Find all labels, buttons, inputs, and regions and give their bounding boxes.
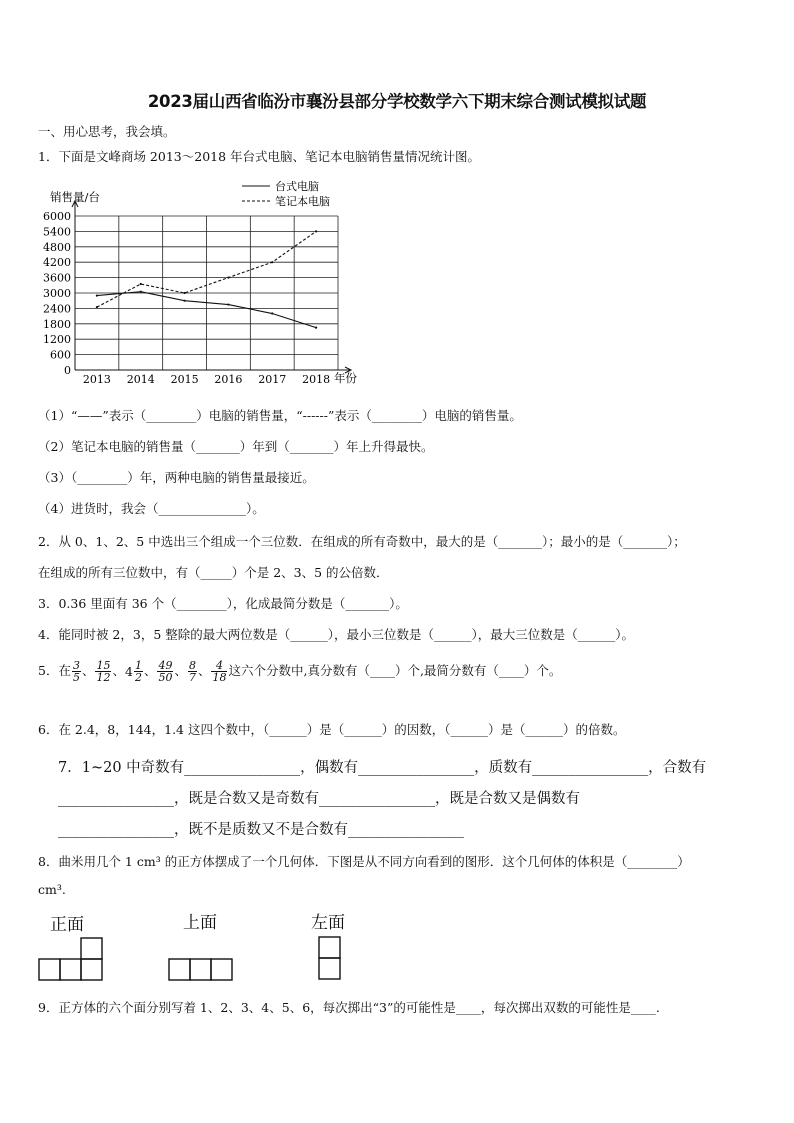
question-1-sub-1: （1）“——”表示（________）电脑的销售量，“------”表示（________）电脑的销售量。 bbox=[38, 408, 522, 423]
fraction-numerator: 4 bbox=[215, 659, 223, 672]
y-tick-label: 600 bbox=[50, 348, 71, 362]
fraction-numerator: 1 bbox=[134, 659, 142, 672]
question-7-line-2: ________________，既是合数又是奇数有________________，既是合数又是偶数有 bbox=[58, 791, 580, 807]
fraction bbox=[211, 660, 227, 683]
fraction bbox=[134, 660, 143, 683]
question-6: 6．在 2.4，8，144，1.4 这四个数中，（______）是（______）的因数，（______）是（______）的倍数。 bbox=[38, 722, 626, 737]
sales-line-chart bbox=[30, 178, 370, 388]
fraction bbox=[72, 660, 81, 683]
data-point bbox=[227, 303, 229, 305]
question-5-fractions bbox=[71, 659, 229, 684]
data-point bbox=[140, 283, 142, 285]
page-title: 2023届山西省临汾市襄汾县部分学校数学六下期末综合测试模拟试题 bbox=[147, 92, 647, 111]
chart-y-ticks bbox=[43, 210, 71, 377]
question-5 bbox=[38, 660, 561, 683]
left-view-figure bbox=[317, 935, 345, 983]
fraction bbox=[95, 660, 111, 683]
fraction-denominator: 18 bbox=[212, 671, 227, 684]
x-tick-label: 2016 bbox=[214, 373, 243, 386]
fraction-separator: 、 bbox=[197, 663, 211, 678]
data-point bbox=[96, 306, 98, 308]
view-label-front: 正面 bbox=[50, 915, 84, 935]
question-8-line-1: 8．曲米用几个 1 cm³ 的正方体摆成了一个几何体．下图是从不同方向看到的图形．这个几何体的体积是（________） bbox=[38, 854, 690, 869]
view-label-top: 上面 bbox=[183, 913, 217, 933]
y-tick-label: 2400 bbox=[43, 302, 71, 316]
top-view-figure bbox=[167, 957, 237, 983]
fraction bbox=[188, 660, 197, 683]
fraction-numerator: 8 bbox=[188, 659, 196, 672]
legend-label: 台式电脑 bbox=[275, 180, 319, 193]
data-point bbox=[271, 312, 273, 314]
fraction-denominator: 5 bbox=[72, 671, 80, 684]
x-tick-label: 2013 bbox=[82, 373, 111, 386]
question-8-line-2: cm³. bbox=[38, 882, 66, 897]
data-point bbox=[183, 300, 185, 302]
data-point bbox=[271, 261, 273, 263]
x-tick-label: 2018 bbox=[302, 373, 331, 386]
y-tick-label: 3000 bbox=[43, 287, 71, 300]
data-point bbox=[227, 277, 229, 279]
view-label-left: 左面 bbox=[311, 913, 345, 933]
chart-x-ticks bbox=[83, 373, 330, 386]
question-5-suffix: 这六个分数中,真分数有（____）个,最简分数有（____）个。 bbox=[228, 663, 562, 678]
question-7-line-3: ________________，既不是质数又不是合数有________________ bbox=[58, 822, 464, 838]
question-2-line-2: 在组成的所有三位数中，有（_____）个是 2、3、5 的公倍数． bbox=[38, 565, 389, 580]
fraction-denominator: 12 bbox=[96, 671, 111, 684]
section-heading: 一、用心思考，我会填。 bbox=[38, 124, 176, 139]
question-5-prefix: 5．在 bbox=[38, 663, 71, 678]
fraction-denominator: 2 bbox=[134, 671, 142, 684]
fraction-separator: 、 bbox=[143, 663, 157, 678]
y-tick-label: 6000 bbox=[43, 210, 71, 223]
fraction-separator: 、 bbox=[81, 663, 95, 678]
data-point bbox=[183, 292, 185, 294]
y-tick-label: 1800 bbox=[43, 317, 71, 331]
y-tick-label: 4200 bbox=[43, 256, 71, 270]
question-1-sub-3: （3）（________）年，两种电脑的销售量最接近。 bbox=[38, 470, 315, 485]
question-4: 4．能同时被 2，3，5 整除的最大两位数是（______），最小三位数是（______），最大三位数是（______）。 bbox=[38, 627, 635, 642]
question-3: 3．0.36 里面有 36 个（________），化成最简分数是（_______）。 bbox=[38, 596, 408, 611]
chart-ylabel: 销售量/台 bbox=[50, 190, 100, 204]
question-9: 9．正方体的六个面分别写着 1、2、3、4、5、6，每次掷出“3”的可能性是____，每次掷出双数的可能性是____. bbox=[38, 1000, 660, 1015]
data-point bbox=[315, 230, 317, 232]
legend-label: 笔记本电脑 bbox=[275, 195, 330, 208]
data-point bbox=[140, 291, 142, 293]
chart-grid bbox=[72, 201, 351, 373]
fraction-numerator: 49 bbox=[158, 659, 173, 672]
y-tick-label: 1200 bbox=[43, 333, 71, 347]
y-tick-label: 3600 bbox=[43, 271, 71, 285]
y-tick-label: 0 bbox=[64, 364, 71, 377]
y-tick-label: 4800 bbox=[43, 240, 71, 254]
x-tick-label: 2014 bbox=[126, 373, 155, 386]
x-tick-label: 2017 bbox=[258, 373, 287, 386]
fraction-denominator: 50 bbox=[158, 671, 173, 684]
y-tick-label: 5400 bbox=[43, 225, 71, 239]
data-point bbox=[96, 294, 98, 296]
question-1-sub-4: （4）进货时，我会（______________）。 bbox=[38, 501, 265, 516]
fraction-numerator: 3 bbox=[72, 659, 80, 672]
x-tick-label: 2015 bbox=[170, 373, 199, 386]
fraction-separator: 、 bbox=[112, 663, 125, 678]
fraction-separator: 、 bbox=[174, 663, 187, 678]
question-1-sub-2: （2）笔记本电脑的销售量（_______）年到（_______）年上升得最快。 bbox=[38, 439, 434, 454]
question-7-line-1: 7．1~20 中奇数有________________，偶数有________________，质数有________________，合数有 bbox=[58, 760, 707, 776]
fraction-numerator: 15 bbox=[96, 659, 111, 672]
question-2-line-1: 2．从 0、1、2、5 中选出三个组成一个三位数．在组成的所有奇数中，最大的是（_______）；最小的是（_______）； bbox=[38, 534, 686, 549]
front-view-figure bbox=[37, 937, 107, 985]
fraction bbox=[157, 660, 173, 683]
question-1-stem: 1．下面是文峰商场 2013～2018 年台式电脑、笔记本电脑销售量情况统计图。 bbox=[38, 149, 481, 164]
data-point bbox=[315, 327, 317, 329]
fraction-denominator: 7 bbox=[188, 671, 196, 684]
chart-legend bbox=[242, 179, 330, 208]
fraction-whole-part: 4 bbox=[124, 664, 133, 679]
chart-xlabel: 年份 bbox=[334, 371, 357, 385]
